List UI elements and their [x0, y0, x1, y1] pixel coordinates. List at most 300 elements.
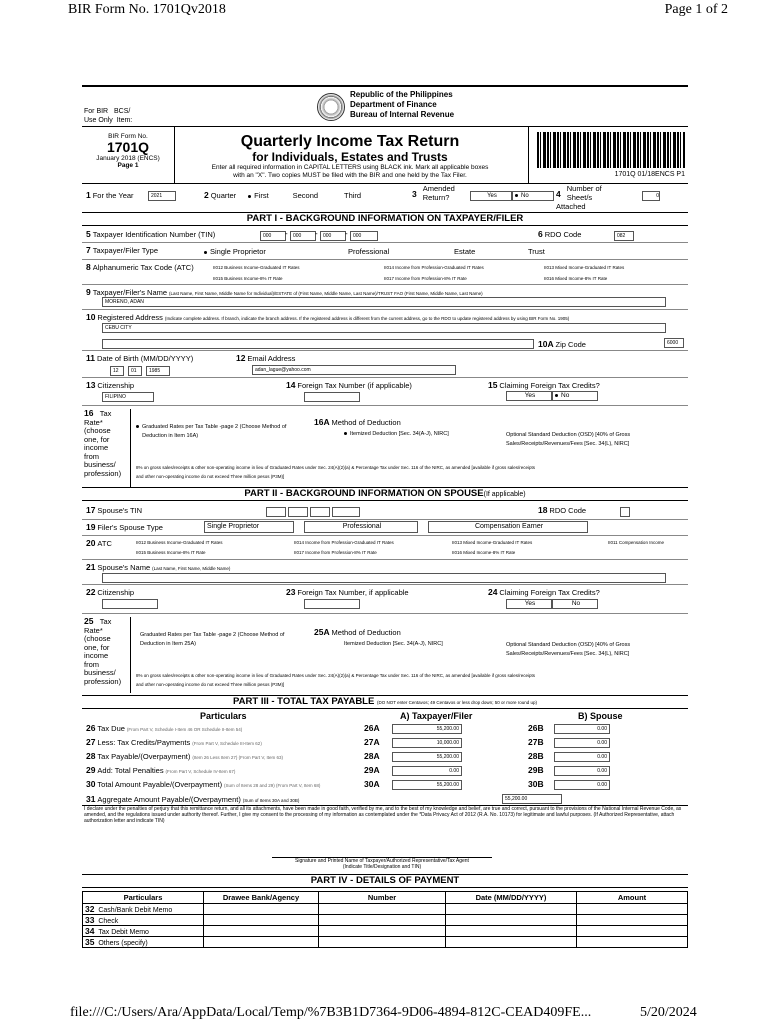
agency-line2: Department of Finance	[350, 100, 437, 109]
tax-rate-label: business/	[84, 668, 116, 677]
p3-spouse-amount[interactable]: 0.00	[554, 738, 610, 748]
field-15	[488, 380, 600, 390]
type-single-proprietor[interactable]	[204, 247, 266, 256]
item-number: 13	[86, 380, 96, 390]
agency-block	[350, 90, 454, 120]
option-label: Sales/Receipts/Revenues/Fees [Sec. 34(L), NIRC]	[506, 651, 630, 657]
sheets-label: Number of	[566, 184, 602, 193]
p3-row	[86, 779, 320, 789]
file-path: file:///C:/Users/Ara/AppData/Local/Temp/%7B3B1D7364-9D06-4894-812C-CEAD409FE...	[70, 1005, 592, 1020]
instructions-1: Enter all required information in CAPITAL LETTERS using BLACK ink. Mark all applicable boxes	[211, 164, 489, 171]
quarter-third-option[interactable]: Third	[344, 191, 362, 200]
spouse-credit-yes[interactable]: Yes	[506, 599, 552, 609]
p3-row-note: (From Part V, Schedule III-Item 62)	[192, 741, 262, 746]
p3-taxpayer-header: A) Taxpayer/Filer	[400, 711, 473, 721]
spouse-ftn-label: Foreign Tax Number, if applicable	[297, 588, 409, 597]
aggregate-label: Aggregate Amount Payable/(Overpayment)	[97, 795, 241, 804]
item-number: 20	[86, 538, 96, 548]
aggregate-amount-field[interactable]: 55,200.00	[502, 794, 562, 804]
item-number: 19	[86, 522, 96, 532]
item-number: 27	[86, 737, 96, 747]
field-14	[286, 380, 412, 390]
payment-row	[83, 904, 688, 915]
barcode-code: 1701Q 01/18ENCS P1	[614, 171, 685, 178]
spouse-tin-4[interactable]	[332, 507, 360, 517]
signature-line	[272, 857, 492, 870]
spouse-itemized-option[interactable]: Itemized Deduction [Sec. 34(A-J), NIRC]	[344, 641, 443, 647]
spouse-atc-option[interactable]: II016 Mixed Income-8% IT Rate	[452, 550, 516, 555]
field-8	[86, 262, 194, 272]
field-20	[86, 538, 112, 548]
taxpayer-name-field[interactable]: MORENO, ADAN	[102, 297, 666, 307]
payment-bank-cell[interactable]	[204, 904, 319, 915]
p3-row-note: (Sum of Items 28 and 29) (From Part V, Item 68)	[224, 783, 321, 788]
spouse-type-professional[interactable]: Professional	[304, 521, 418, 533]
item-number: 15	[488, 380, 498, 390]
title-block	[175, 133, 525, 180]
email-label: Email Address	[247, 354, 296, 363]
spouse-eight-percent-option[interactable]	[136, 671, 686, 689]
p3-particulars-header: Particulars	[200, 711, 247, 721]
spouse-tin-1[interactable]	[266, 507, 286, 517]
citizenship-label: Citizenship	[97, 381, 135, 390]
spouse-citizenship-label: Citizenship	[97, 588, 135, 597]
part3-note: (DO NOT enter Centavos; 49 Centavos or less drop down; 50 or more round up)	[376, 700, 537, 705]
eight-percent-option[interactable]	[136, 463, 686, 481]
tin-part-3[interactable]: 000	[320, 231, 346, 241]
payment-date-cell[interactable]	[446, 937, 577, 948]
option-label: Graduated Rates per Tax Table -page 2 (Choose Method of	[142, 424, 287, 430]
print-date: 5/20/2024	[640, 1005, 697, 1020]
p4-col-amount: Amount	[577, 892, 688, 904]
field-6	[538, 229, 581, 239]
address-label: Registered Address	[97, 313, 163, 322]
field-11	[86, 353, 193, 363]
option-label: Optional Standard Deduction (OSD) [40% of Gross	[506, 642, 631, 648]
field-4	[556, 185, 613, 212]
p3-spouse-amount[interactable]: 0.00	[554, 724, 610, 734]
method-label: Method of Deduction	[331, 418, 401, 427]
dob-day[interactable]: 01	[128, 366, 142, 376]
bir-form-1701q	[82, 85, 688, 955]
field-24	[488, 587, 600, 597]
payment-number-cell[interactable]	[319, 926, 446, 937]
option-label: No	[521, 193, 529, 199]
p3-spouse-amount[interactable]: 0.00	[554, 766, 610, 776]
foreign-credit-yes[interactable]: Yes	[506, 391, 552, 401]
item-number: 23	[286, 587, 296, 597]
signature-sublabel: (Indicate Title/Designation and TIN)	[342, 864, 422, 870]
item-number: 18	[538, 505, 548, 515]
item-number: 10	[86, 312, 96, 322]
dob-label: Date of Birth (MM/DD/YYYY)	[96, 354, 194, 363]
foreign-tax-number-field[interactable]	[304, 392, 360, 402]
atc-option[interactable]: II013 Mixed Income-Graduated IT Rates	[544, 265, 625, 270]
field-25a	[314, 627, 401, 637]
spouse-atc-label: ATC	[97, 539, 112, 548]
item-number: 4	[556, 189, 561, 199]
tax-rate-label: Rate*	[84, 625, 103, 635]
name-label: Taxpayer/Filer's Name	[92, 288, 168, 297]
payment-particular	[83, 926, 204, 937]
type-trust[interactable]: Trust	[528, 247, 545, 256]
quarter-first-option[interactable]	[248, 191, 269, 200]
item-number: 12	[236, 353, 246, 363]
spouse-type-label: Filer's Spouse Type	[97, 523, 163, 532]
spouse-name-label: Spouse's Name	[97, 563, 151, 572]
agency-line3: Bureau of Internal Revenue	[350, 110, 455, 119]
option-label: Deduction in Item 16A)	[142, 433, 199, 439]
form-subtitle: for Individuals, Estates and Trusts	[252, 150, 448, 164]
part1-heading: PART I - BACKGROUND INFORMATION ON TAXPAYER/FILER	[82, 212, 688, 226]
spouse-rdo-field[interactable]	[620, 507, 630, 517]
spouse-atc-option[interactable]: II017 Income from Profession-8% IT Rate	[294, 550, 377, 555]
p3-spouse-amount[interactable]: 0.00	[554, 780, 610, 790]
dash: -	[285, 229, 288, 238]
bir-seal-icon	[317, 93, 345, 121]
p4-col-number: Number	[319, 892, 446, 904]
p3-code-a: 26A	[364, 723, 380, 733]
tin-part-4[interactable]: 000	[350, 231, 378, 241]
use-only-label: Use Only	[84, 117, 113, 124]
spouse-atc-option[interactable]: II014 Income from Profession-Graduated IT Rates	[294, 540, 394, 545]
for-bir-label: For BIR	[84, 108, 109, 115]
osd-option[interactable]	[506, 431, 630, 449]
spouse-atc-option[interactable]: II015 Business Income-8% IT Rate	[136, 550, 206, 555]
dob-month[interactable]: 12	[110, 366, 124, 376]
item-number: 9	[86, 287, 91, 297]
year-label: For the Year	[92, 191, 134, 200]
barcode-area	[528, 127, 689, 183]
page-number: Page 1 of 2	[664, 2, 728, 17]
part3-title: PART III - TOTAL TAX PAYABLE	[233, 696, 375, 707]
name-hint: (Last Name, First Name, Middle Name for Individual)/ESTATE of (First Name, Middle Name, Last Name)/TRUST FAO (First Name, Middle Name, Last Name)	[169, 291, 483, 296]
p3-taxpayer-amount[interactable]: 10,000.00	[392, 738, 462, 748]
rdo-code-field[interactable]: 082	[614, 231, 634, 241]
option-label: Single Proprietor	[210, 247, 266, 256]
p3-row-label: Tax Due	[97, 724, 125, 733]
address-field[interactable]: CEBU CITY	[102, 323, 666, 333]
option-label: Itemized Deduction [Sec. 34(A-J), NIRC]	[350, 431, 449, 437]
form-no-label: BIR Form No.	[108, 133, 148, 140]
foreign-tax-number-label: Foreign Tax Number (if applicable)	[297, 381, 412, 390]
field-23	[286, 587, 409, 597]
option-label: Graduated Rates per Tax Table -page 2 (Choose Method of	[140, 632, 285, 638]
p3-row	[86, 737, 262, 747]
option-label: Deduction in Item 25A)	[140, 641, 196, 647]
field-10	[86, 312, 569, 322]
field-16-label	[84, 409, 131, 487]
field-1	[86, 190, 134, 200]
zip-code-field[interactable]: 6000	[664, 338, 684, 348]
field-7	[86, 245, 158, 255]
item-number: 29	[86, 765, 96, 775]
dob-year[interactable]: 1985	[146, 366, 170, 376]
option-label: No	[561, 392, 570, 399]
item-number: 31	[86, 794, 96, 804]
part2-note: (If applicable)	[483, 491, 526, 498]
spouse-atc-option[interactable]: II012 Business Income-Graduated IT Rates	[136, 540, 223, 545]
foreign-credit-no[interactable]	[552, 391, 598, 401]
tax-rate-label: business/	[84, 460, 116, 469]
p3-spouse-amount[interactable]: 0.00	[554, 752, 610, 762]
item-number: 34	[85, 926, 95, 936]
atc-option[interactable]: II017 Income from Profession-8% IT Rate	[384, 276, 467, 281]
option-label: Sales/Receipts/Revenues/Fees [Sec. 34(L), NIRC]	[506, 441, 630, 447]
form-number: 1701Q	[106, 139, 150, 155]
p3-code-b: 26B	[528, 723, 544, 733]
payment-date-cell[interactable]	[446, 915, 577, 926]
item-number: 11	[86, 353, 95, 363]
form-id-box	[82, 127, 175, 183]
atc-label: Alphanumeric Tax Code (ATC)	[92, 263, 194, 272]
atc-option[interactable]: II012 Business Income-Graduated IT Rates	[213, 265, 300, 270]
form-title: Quarterly Income Tax Return	[240, 133, 460, 150]
payment-amount-cell[interactable]	[577, 915, 688, 926]
spouse-type-single-proprietor[interactable]: Single Proprietor	[204, 521, 294, 533]
item-number: 35	[85, 937, 95, 947]
field-10a	[538, 339, 586, 349]
item-number: 24	[488, 587, 498, 597]
p3-row-note: (From Part V, Schedule IV-Item 67)	[165, 769, 236, 774]
tax-rate-label: from	[84, 451, 99, 461]
address-hint: (Indicate complete address. If branch, indicate the branch address. If the registered address is different from the current address, go to the RDO to update registered address by using BIR Form No. 1905)	[164, 316, 570, 321]
p3-taxpayer-amount[interactable]: 55,200.00	[392, 780, 462, 790]
zip-label: Zip Code	[555, 340, 586, 349]
item-number: 7	[86, 245, 91, 255]
item-number: 32	[85, 904, 95, 914]
payment-label: Check	[98, 918, 119, 925]
atc-option[interactable]: II014 Income from Profession-Graduated IT Rates	[384, 265, 484, 270]
tin-part-1[interactable]: 000	[260, 231, 286, 241]
spouse-tin-label: Spouse's TIN	[97, 506, 143, 515]
field-31	[86, 794, 299, 804]
field-5	[86, 229, 215, 239]
p3-row-label: Tax Payable/(Overpayment)	[97, 752, 191, 761]
tax-rate-label: from	[84, 659, 99, 669]
tin-part-2[interactable]: 000	[290, 231, 316, 241]
payment-number-cell[interactable]	[319, 937, 446, 948]
p3-taxpayer-amount[interactable]: 0.00	[392, 766, 462, 776]
graduated-option[interactable]	[136, 423, 286, 441]
p3-taxpayer-amount[interactable]: 55,200.00	[392, 752, 462, 762]
item-number: 6	[538, 229, 543, 239]
aggregate-note: (Sum of Items 30A and 30B)	[242, 798, 300, 803]
p3-row-note: (Item 26 Less Item 27) (From Part V, Item 63)	[192, 755, 283, 760]
p3-code-a: 30A	[364, 779, 380, 789]
payment-bank-cell[interactable]	[204, 915, 319, 926]
field-2	[204, 190, 361, 200]
tax-rate-label: one, for	[84, 434, 110, 444]
amended-label: Amended	[422, 184, 455, 193]
option-label: Optional Standard Deduction (OSD) [40% of Gross	[506, 432, 631, 438]
barcode-icon	[537, 132, 685, 168]
payment-number-cell[interactable]	[319, 915, 446, 926]
amended-yes-option[interactable]: Yes	[470, 191, 512, 201]
p3-row-label: Add: Total Penalties	[97, 766, 164, 775]
field-21	[86, 562, 230, 572]
tax-rate-label: income	[84, 651, 109, 660]
spouse-name-hint: (Last Name, First Name, Middle Name)	[152, 566, 231, 571]
spouse-type-compensation[interactable]: Compensation Earner	[428, 521, 588, 533]
p3-spouse-header: B) Spouse	[578, 711, 623, 721]
item-number: 8	[86, 262, 91, 272]
amended-label-2: Return?	[422, 193, 450, 202]
item-number: 25A	[314, 627, 330, 637]
spouse-method-label: Method of Deduction	[331, 628, 401, 637]
page-header-form-id: BIR Form No. 1701Qv2018	[68, 2, 226, 17]
spouse-credit-label: Claiming Foreign Tax Credits?	[499, 588, 600, 597]
item-number: 16A	[314, 417, 330, 427]
p3-taxpayer-amount[interactable]: 55,200.00	[392, 724, 462, 734]
email-field[interactable]: adan_lague@yahoo.com	[252, 365, 456, 375]
tax-rate-label: Tax	[99, 617, 112, 626]
option-label: and other non-operating income do not exceed Three million pesos (P3M)]	[136, 474, 285, 479]
spouse-rdo-label: RDO Code	[549, 506, 587, 515]
tax-rate-label: (choose	[84, 634, 111, 643]
p4-col-date: Date (MM/DD/YYYY)	[446, 892, 577, 904]
spouse-citizenship-field[interactable]	[102, 599, 158, 609]
form-edition: January 2018 (ENCS)	[96, 155, 160, 162]
spouse-name-field[interactable]	[102, 573, 666, 583]
address-field-2[interactable]	[102, 339, 534, 349]
p3-row-note: (From Part V, Schedule I-Item 46 OR Schedule II-Item 54)	[126, 727, 243, 732]
atc-option[interactable]: II015 Business Income-8% IT Rate	[213, 276, 283, 281]
p4-col-bank: Drawee Bank/Agency	[204, 892, 319, 904]
amended-no-option[interactable]	[512, 191, 554, 201]
spouse-atc-option[interactable]: II011 Compensation Income	[608, 540, 664, 545]
item-number: 1	[86, 190, 91, 200]
option-label: First	[254, 191, 269, 200]
payment-label: Others (specify)	[98, 940, 148, 947]
filer-type-label: Taxpayer/Filer Type	[92, 246, 158, 255]
field-16a	[314, 417, 401, 427]
spouse-atc-option[interactable]: II013 Mixed Income-Graduated IT Rates	[452, 540, 533, 545]
bcs-label: BCS/	[113, 108, 131, 115]
form-page: Page 1	[117, 162, 139, 169]
atc-option[interactable]: II016 Mixed Income-8% IT Rate	[544, 276, 608, 281]
payment-row	[83, 915, 688, 926]
dash: -	[315, 229, 318, 238]
item-number: 26	[86, 723, 96, 733]
item-number: 2	[204, 190, 209, 200]
p3-row	[86, 765, 235, 775]
for-bir-use	[84, 107, 132, 125]
field-19	[86, 522, 163, 532]
payment-bank-cell[interactable]	[204, 926, 319, 937]
spouse-tin-3[interactable]	[310, 507, 330, 517]
declaration-text: I declare under the penalties of perjury that this remittance return, and all its attachments, have been made in good faith, verified by me, and to the best of my knowledge and belief, are true and correct, pursuant to the provisions of the National Internal Revenue Code, as amended, and the regulations issued under authority thereof. Further, I give my consent to the processing of my information as contemplated under the *Data Privacy Act of 2012 (R.A. No. 10173) for legitimate and lawful purposes. (If Authorized Representative, attach authorization letter and indicate TIN)	[84, 806, 682, 824]
citizenship-field[interactable]: FILIPINO	[102, 392, 154, 402]
year-field[interactable]: 2021	[148, 191, 176, 201]
foreign-credit-label: Claiming Foreign Tax Credits?	[499, 381, 600, 390]
p3-code-a: 29A	[364, 765, 380, 775]
part2-heading	[82, 487, 688, 501]
tin-label: Taxpayer Identification Number (TIN)	[92, 230, 216, 239]
payment-particular	[83, 915, 204, 926]
agency-line1: Republic of the Philippines	[350, 90, 453, 99]
part4-heading: PART IV - DETAILS OF PAYMENT	[82, 874, 688, 888]
quarter-label: Quarter	[210, 191, 237, 200]
p3-row	[86, 751, 283, 761]
item-number: 16	[84, 408, 94, 418]
option-label: 8% on gross sales/receipts & other non-operating income in lieu of Graduated Rates under Sec. 24(A)(2)(a) & Percentage Tax under Sec. 116 of the NIRC, as amended [available if gross sales/receipts	[136, 465, 536, 470]
p3-row	[86, 723, 242, 733]
spouse-graduated-option[interactable]	[140, 631, 284, 649]
field-9	[86, 287, 483, 297]
item-number: 14	[286, 380, 296, 390]
field-17	[86, 505, 142, 515]
item-number: 25	[84, 616, 94, 626]
payment-row	[83, 926, 688, 937]
payment-amount-cell[interactable]	[577, 937, 688, 948]
spouse-tin-2[interactable]	[288, 507, 308, 517]
field-18	[538, 505, 586, 515]
item-number: 33	[85, 915, 95, 925]
field-22	[86, 587, 134, 597]
payment-amount-cell[interactable]	[577, 904, 688, 915]
rdo-label: RDO Code	[544, 230, 582, 239]
type-professional[interactable]: Professional	[348, 247, 390, 256]
payment-bank-cell[interactable]	[204, 937, 319, 948]
item-number: 30	[86, 779, 96, 789]
payment-date-cell[interactable]	[446, 926, 577, 937]
p3-code-b: 28B	[528, 751, 544, 761]
part3-heading	[82, 695, 688, 709]
p3-row-label: Less: Tax Credits/Payments	[97, 738, 191, 747]
p3-row-label: Total Amount Payable/(Overpayment)	[97, 780, 223, 789]
tax-rate-label: income	[84, 443, 109, 452]
sheets-attached-field[interactable]: 0	[642, 191, 660, 201]
field-13	[86, 380, 134, 390]
item-number: 10A	[538, 339, 554, 349]
tax-rate-label: Tax	[99, 409, 112, 418]
payment-particular	[83, 904, 204, 915]
payment-label: Tax Debit Memo	[98, 929, 149, 936]
spouse-osd-option[interactable]	[506, 641, 630, 659]
itemized-option[interactable]	[344, 431, 449, 437]
payment-number-cell[interactable]	[319, 904, 446, 915]
quarter-second-option[interactable]: Second	[292, 191, 319, 200]
payment-label: Cash/Bank Debit Memo	[98, 907, 173, 914]
spouse-credit-no[interactable]: No	[552, 599, 598, 609]
payment-date-cell[interactable]	[446, 904, 577, 915]
payment-row	[83, 937, 688, 948]
p3-code-b: 29B	[528, 765, 544, 775]
p3-code-a: 28A	[364, 751, 380, 761]
payment-particular	[83, 937, 204, 948]
type-estate[interactable]: Estate	[454, 247, 476, 256]
tax-rate-label: one, for	[84, 642, 110, 652]
field-3	[412, 185, 455, 203]
item-number: 5	[86, 229, 91, 239]
tax-rate-label: Rate*	[84, 417, 103, 427]
option-label: 8% on gross sales/receipts & other non-operating income in lieu of Graduated Rates under Sec. 24(A)(2)(a) & Percentage Tax under Sec. 116 of the NIRC, as amended [available if gross sales/receipts	[136, 673, 536, 678]
payment-table	[82, 891, 688, 948]
p3-code-b: 27B	[528, 737, 544, 747]
part2-title: PART II - BACKGROUND INFORMATION ON SPOUSE	[244, 488, 484, 499]
sheets-label-2: Sheet/s Attached	[556, 193, 593, 211]
p3-code-b: 30B	[528, 779, 544, 789]
p3-code-a: 27A	[364, 737, 380, 747]
payment-amount-cell[interactable]	[577, 926, 688, 937]
spouse-ftn-field[interactable]	[304, 599, 360, 609]
dash: -	[345, 229, 348, 238]
field-25-label	[84, 617, 131, 693]
signature-label: Signature and Printed Name of Taxpayer/Authorized Representative/Tax Agent	[295, 858, 469, 864]
tax-rate-label: profession)	[84, 676, 122, 686]
tax-rate-label: (choose	[84, 426, 111, 435]
